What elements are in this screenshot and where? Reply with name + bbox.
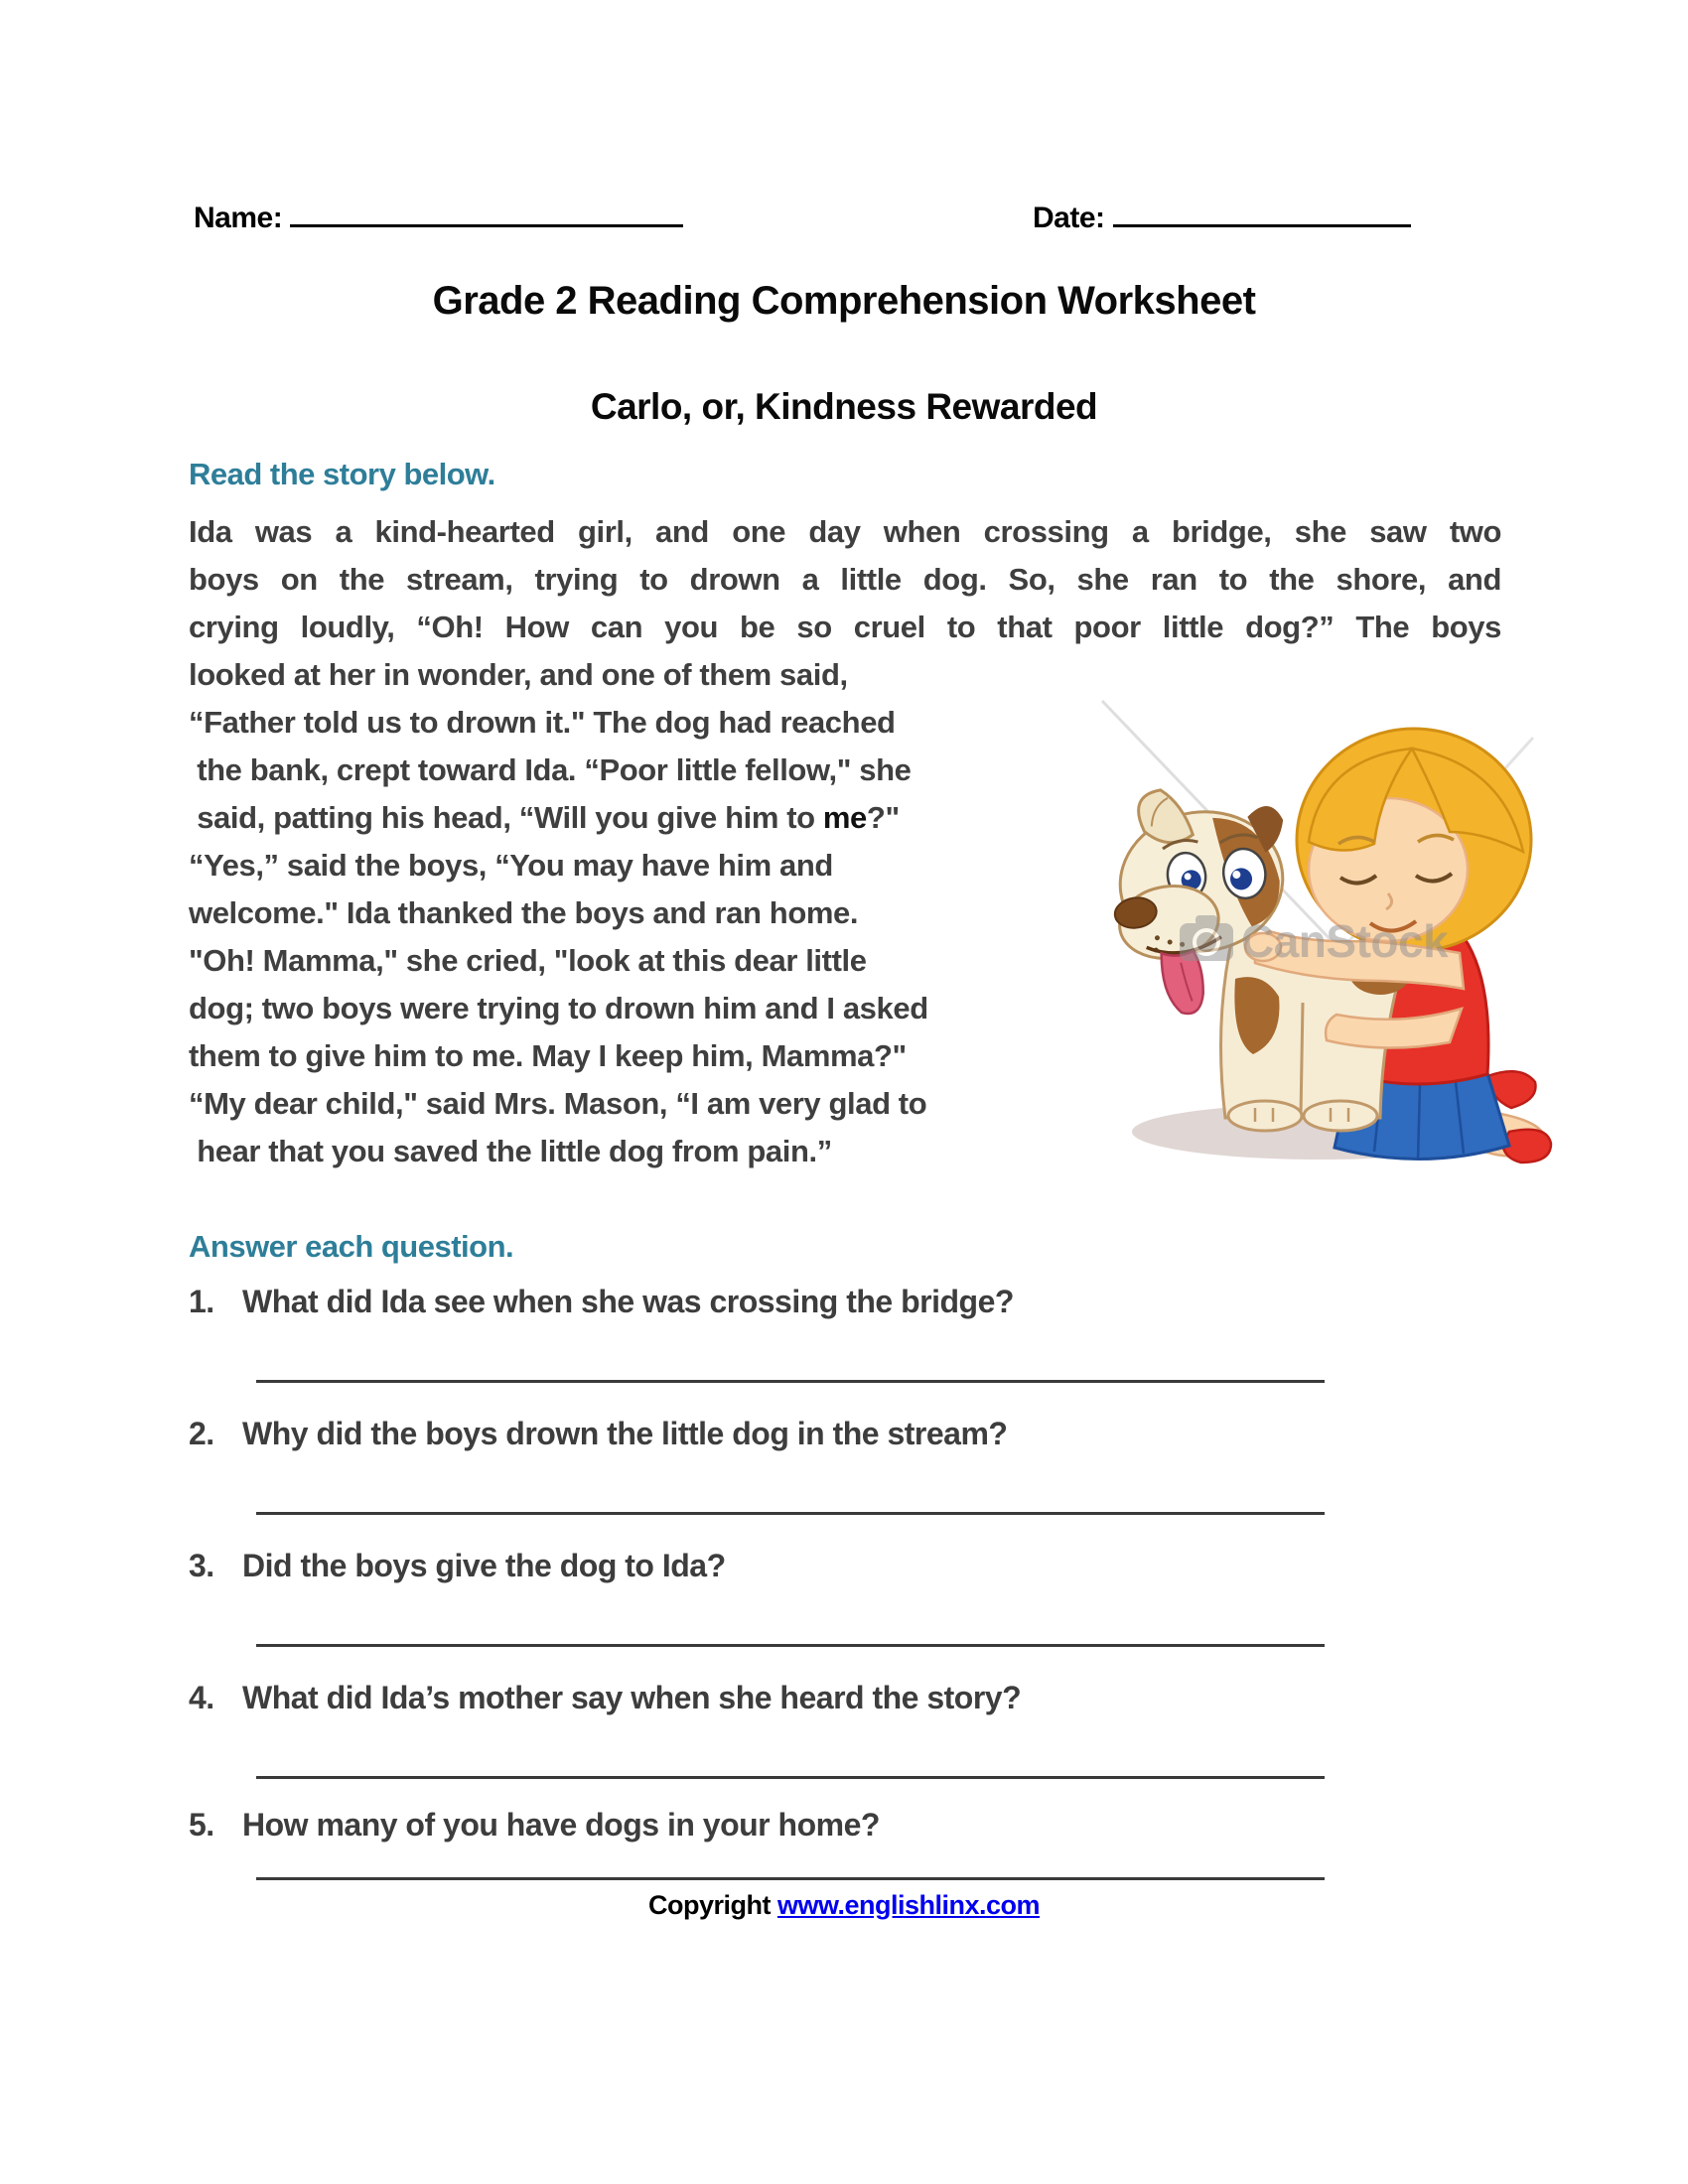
copyright-link[interactable]: www.englishlinx.com: [776, 1890, 1041, 1920]
answer-line-4[interactable]: [256, 1776, 1325, 1779]
date-blank[interactable]: [1113, 199, 1411, 227]
question-item-3: [189, 1548, 726, 1584]
answer-line-5[interactable]: [256, 1877, 1325, 1880]
story-line: “My dear child," said Mrs. Mason, “I am very glad to: [189, 1086, 927, 1121]
question-number: 2.: [189, 1416, 214, 1451]
question-text: What did Ida’s mother say when she heard the story?: [242, 1680, 1022, 1715]
question-text: Why did the boys drown the little dog in the stream?: [242, 1416, 1008, 1451]
page-title: Grade 2 Reading Comprehension Worksheet: [432, 279, 1256, 323]
story-line: [189, 794, 900, 842]
name-blank[interactable]: [290, 199, 683, 227]
story-line: crying loudly, “Oh! How can you be so cruel to that poor little dog?” The boys: [189, 610, 1501, 644]
story-line: them to give him to me. May I keep him, Mamma?": [189, 1038, 907, 1073]
question-number: 3.: [189, 1548, 214, 1583]
question-item-5: [189, 1807, 880, 1843]
date-label: Date:: [1033, 202, 1105, 234]
footer: [189, 1890, 1499, 1921]
name-label: Name:: [194, 202, 283, 234]
question-text: Did the boys give the dog to Ida?: [242, 1548, 726, 1583]
answer-line-3[interactable]: [256, 1644, 1325, 1647]
story-line: “Father told us to drown it." The dog had reached: [189, 705, 896, 740]
question-item-4: [189, 1680, 1021, 1716]
name-field-row: [194, 199, 683, 235]
story-line: “Yes,” said the boys, “You may have him and: [189, 848, 833, 883]
story-heading: Read the story below.: [189, 457, 495, 491]
story-emphasis: me: [822, 800, 867, 835]
story-line-post: ?": [866, 800, 900, 835]
story-line: dog; two boys were trying to drown him and I asked: [189, 991, 928, 1025]
question-number: 4.: [189, 1680, 214, 1715]
story-line: boys on the stream, trying to drown a little dog. So, she ran to the shore, and: [189, 562, 1501, 597]
story-line: "Oh! Mamma," she cried, "look at this dear little: [189, 943, 867, 978]
question-text: What did Ida see when she was crossing the bridge?: [242, 1284, 1014, 1319]
story-line: the bank, crept toward Ida. “Poor little fellow," she: [189, 752, 912, 787]
questions-heading: Answer each question.: [189, 1229, 514, 1264]
story-line: hear that you saved the little dog from pain.”: [189, 1134, 832, 1168]
story-line: welcome." Ida thanked the boys and ran home.: [189, 895, 859, 930]
question-number: 5.: [189, 1807, 214, 1843]
question-text: How many of you have dogs in your home?: [242, 1807, 880, 1843]
watermark-text: CanStock: [1241, 915, 1449, 967]
story-line-pre: said, patting his head, “Will you give him to: [189, 800, 823, 835]
answer-line-2[interactable]: [256, 1512, 1325, 1515]
copyright-text: Copyright: [647, 1890, 777, 1920]
question-item-2: [189, 1416, 1007, 1452]
story-subtitle: Carlo, or, Kindness Rewarded: [590, 386, 1098, 427]
story-illustration: [1084, 683, 1553, 1179]
story-line: looked at her in wonder, and one of them said,: [189, 657, 848, 692]
answer-line-1[interactable]: [256, 1380, 1325, 1383]
date-field-row: [1033, 199, 1411, 235]
question-item-1: [189, 1284, 1014, 1320]
question-number: 1.: [189, 1284, 214, 1319]
story-line: Ida was a kind-hearted girl, and one day when crossing a bridge, she saw two: [189, 514, 1501, 549]
